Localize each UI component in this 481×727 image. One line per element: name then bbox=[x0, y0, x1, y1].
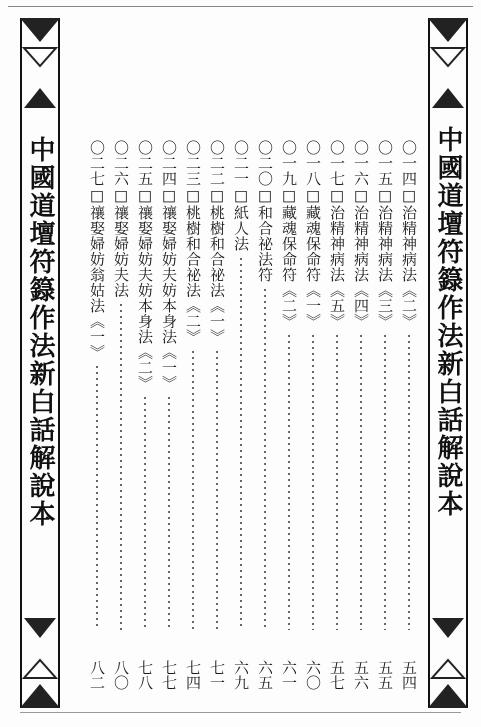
toc-entry[interactable] bbox=[230, 140, 252, 690]
toc-entry[interactable] bbox=[206, 140, 228, 690]
toc-entry-page: 七八 bbox=[136, 660, 154, 690]
toc-entry-page: 七七 bbox=[160, 660, 178, 690]
toc-entry-title: 〇二二□桃樹和合祕法《一》 bbox=[208, 140, 226, 345]
toc-entry-title: 〇二四□禳娶婦妨夫妨本身法《一》 bbox=[160, 140, 178, 391]
toc-entry-page: 六一 bbox=[280, 660, 298, 690]
toc-entry[interactable] bbox=[110, 140, 132, 690]
toc-leader-dots bbox=[336, 333, 338, 630]
toc-leader-dots bbox=[216, 349, 218, 631]
toc-entry-title: 〇二六□禳娶婦妨夫法 bbox=[112, 140, 130, 298]
toc-entry[interactable] bbox=[398, 140, 420, 690]
banner-title: 中國道壇符籙作法新白話解說本 bbox=[25, 136, 55, 528]
toc-entry-title: 〇一九□藏魂保命符《二》 bbox=[280, 140, 298, 329]
toc-entry-page: 五四 bbox=[400, 660, 418, 690]
toc-entry-page: 五五 bbox=[376, 660, 394, 690]
toc-entry-page: 六九 bbox=[232, 660, 250, 690]
toc-entry[interactable] bbox=[326, 140, 348, 690]
toc-leader-dots bbox=[408, 333, 410, 630]
toc-entry[interactable] bbox=[254, 140, 276, 690]
table-of-contents bbox=[80, 140, 420, 700]
toc-entry-title: 〇二三□桃樹和合祕法《二》 bbox=[184, 140, 202, 345]
toc-leader-dots bbox=[288, 333, 290, 630]
toc-entry-page: 六五 bbox=[256, 660, 274, 690]
toc-entry-page: 六〇 bbox=[304, 660, 322, 690]
toc-entry-page: 五六 bbox=[352, 660, 370, 690]
toc-entry[interactable] bbox=[374, 140, 396, 690]
page-edge-top bbox=[8, 6, 473, 7]
toc-entry[interactable] bbox=[350, 140, 372, 690]
toc-leader-dots bbox=[384, 333, 386, 630]
left-title-banner bbox=[20, 18, 60, 708]
toc-leader-dots bbox=[144, 395, 146, 630]
toc-entry[interactable] bbox=[182, 140, 204, 690]
toc-entry[interactable] bbox=[302, 140, 324, 690]
page-edge-bottom bbox=[20, 712, 461, 713]
toc-entry-title: 〇一七□治精神病法《五》 bbox=[328, 140, 346, 329]
toc-entry-page: 八〇 bbox=[112, 660, 130, 690]
toc-entry-title: 〇二〇□和合祕法符 bbox=[256, 140, 274, 283]
toc-entry[interactable] bbox=[278, 140, 300, 690]
toc-leader-dots bbox=[264, 287, 266, 631]
toc-entry-page: 七四 bbox=[184, 660, 202, 690]
toc-entry-title: 〇一六□治精神病法《四》 bbox=[352, 140, 370, 329]
toc-leader-dots bbox=[120, 302, 122, 630]
toc-leader-dots bbox=[240, 256, 242, 631]
toc-entry[interactable] bbox=[134, 140, 156, 690]
banner-title: 中國道壇符籙作法新白話解說本 bbox=[433, 126, 463, 518]
toc-leader-dots bbox=[168, 395, 170, 630]
toc-leader-dots bbox=[96, 364, 98, 630]
toc-leader-dots bbox=[312, 333, 314, 630]
toc-entry-page: 五七 bbox=[328, 660, 346, 690]
toc-entry-title: 〇一五□治精神病法《三》 bbox=[376, 140, 394, 329]
toc-entry-page: 七一 bbox=[208, 660, 226, 690]
right-title-banner bbox=[428, 18, 468, 708]
toc-entry-title: 〇二五□禳娶婦妨夫妨本身法《二》 bbox=[136, 140, 154, 391]
toc-entry[interactable] bbox=[86, 140, 108, 690]
toc-leader-dots bbox=[360, 333, 362, 630]
toc-entry-title: 〇一八□藏魂保命符《一》 bbox=[304, 140, 322, 329]
toc-entry[interactable] bbox=[158, 140, 180, 690]
toc-leader-dots bbox=[192, 349, 194, 631]
toc-entry-title: 〇二一□紙人法 bbox=[232, 140, 250, 252]
toc-entry-title: 〇二七□禳娶婦妨翁姑法《一》 bbox=[88, 140, 106, 360]
toc-entry-title: 〇一四□治精神病法《二》 bbox=[400, 140, 418, 329]
toc-entry-page: 八二 bbox=[88, 660, 106, 690]
